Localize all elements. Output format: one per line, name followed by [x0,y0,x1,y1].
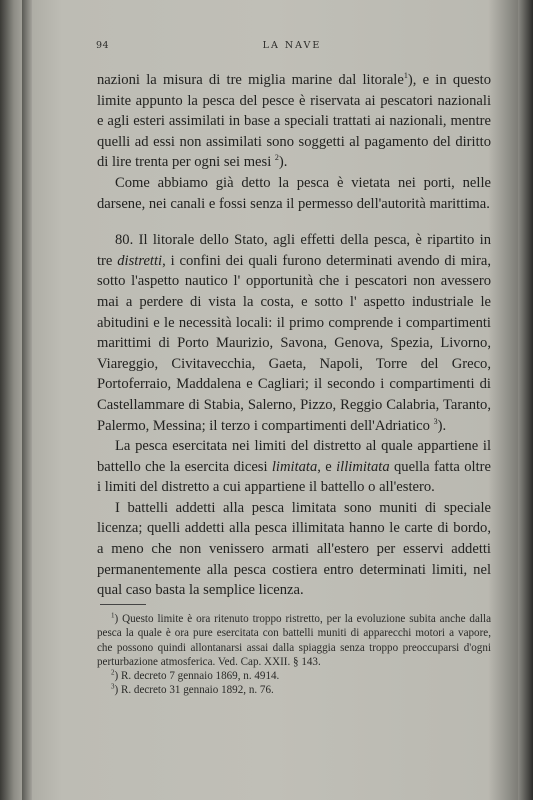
text-run: , i confini dei quali furono determinati avendo di mira, sotto l'aspetto nautico l' opportunità che i pescatori non avessero mai a perdere di vista la costa, e sotto l' aspetto industriale le abitudini e le necessità locali: il primo comprende i compartimenti marittimi di Porto Maurizio, Savona, Genova, Spezia, Livorno, Viareggio, Civitavecchia, Gaeta, Napoli, Torre del Greco, Portoferraio, Maddalena e Cagliari; il secondo i compartimenti di Castellammare di Stabia, Salerno, Pizzo, Reggio Calabria, Taranto, Palermo, Messina; il terzo i compartimenti dell'Adriatico [97,252,491,434]
footnote [97,669,491,683]
footnotes [97,612,491,698]
footnote-rule [100,604,146,605]
text-run: I battelli addetti alla pesca limitata sono muniti di speciale licenza; quelli addetti alla pesca illimitata hanno le carte di bordo, a meno che non venissero armati all'estero per esservi addetti permanentemente alla pesca costiera entro determinati limiti, nel qual caso basta la semplice licenza. [97,499,491,599]
footnote [97,683,491,697]
italic-term: limitata [271,458,318,475]
footnote-marker: 3 [111,682,115,691]
text-run: ). [437,417,447,434]
footnote-marker: 3 [433,416,438,426]
text-run: ) R. decreto 7 gennaio 1869, n. 4914. [114,670,280,683]
text-run: ). [278,154,288,171]
text-run: 80. Il litorale dello Stato, agli effetti della pesca, è ripartito in tre [97,232,491,269]
text-run: quella fatta oltre i limiti del distretto a cui appartiene il battello o all'estero. [97,458,491,496]
body-text [97,70,491,601]
text-run: ) Questo limite è ora ritenuto troppo ristretto, per la evoluzione subita anche dalla pesca la quale è ora pure esercitata con battelli muniti di apparecchi motori a vapore, che possono quindi allontanarsi assai dalla spiaggia senza troppo preoccuparsi d'ogni perturbazione atmosferica. Ved. Cap. XXII. § 143. [97,613,491,668]
running-header [96,40,488,54]
footnote-marker: 1 [403,71,408,81]
footnote [97,612,491,669]
footnote-marker: 1 [111,611,115,620]
paragraph [97,436,491,498]
italic-term: illimitata [336,458,390,475]
text-run: ), e in questo limite appunto la pesca del pesce è riservata ai pescatori nazionali e agli esteri assimilati in base a speciali trattati ai nazionali, mentre quelli ad essi non assimilati sono soggetti al pagamento del diritto di lire trenta per ogni sei mesi [97,72,492,171]
section-paragraph [97,230,491,436]
page-gutter-shadow [22,0,32,800]
paragraph [97,498,491,601]
text-run: La pesca esercitata nei limiti del distretto al quale appartiene il battello che la esercita dicesi [97,438,491,475]
page-number: 94 [96,40,110,51]
footnote-marker: 2 [111,668,115,677]
text-run: nazioni la misura di tre miglia marine dal litorale [97,72,404,88]
text-run: ) R. decreto 31 gennaio 1892, n. 76. [114,684,274,697]
italic-term: distretti [117,252,163,269]
footnote-marker: 2 [274,153,279,163]
running-title: LA NAVE [262,40,322,51]
paragraph [97,173,491,214]
text-run: , e [317,458,337,475]
text-run: Come abbiamo già detto la pesca è vietata nei porti, nelle darsene, nei canali e fossi senza il permesso dell'autorità marittima. [97,174,491,212]
paragraph [97,70,491,173]
